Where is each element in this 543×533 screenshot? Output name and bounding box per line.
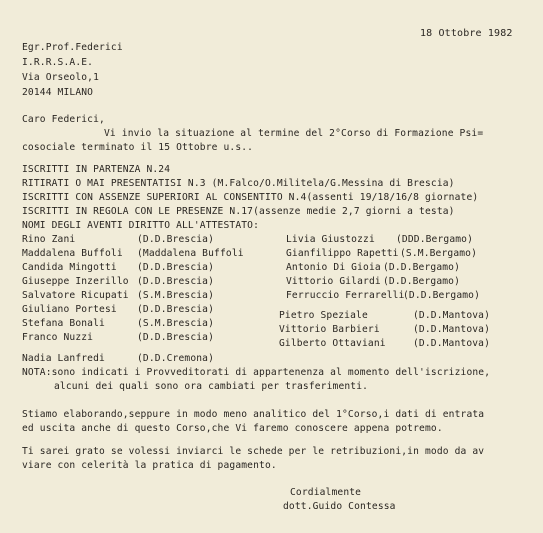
attendee-office: (S.M.Brescia)	[137, 318, 215, 329]
paragraph-2-line-1: Stiamo elaborando,seppure in modo meno analitico del 1°Corso,i dati di entrata	[22, 409, 485, 420]
intro-line-1: Vi invio la situazione al termine del 2°Corso di Formazione Psi=	[104, 128, 484, 139]
recipient-institute: I.R.R.S.A.E.	[22, 57, 94, 68]
attendee-office: (D.D.Bergamo)	[383, 276, 461, 287]
attendee-office: (Maddalena Buffoli	[137, 248, 244, 259]
attendee-name: Giuseppe Inzerillo	[22, 276, 129, 287]
paragraph-2-line-2: ed uscita anche di questo Corso,che Vi faremo conoscere appena potremo.	[22, 423, 443, 434]
stat-enrolled: ISCRITTI IN PARTENZA N.24	[22, 164, 171, 175]
letter-date: 18 Ottobre 1982	[420, 28, 513, 39]
attendee-office: (S.M.Bergamo)	[400, 248, 478, 259]
paragraph-3-line-2: viare con celerità la pratica di pagamento.	[22, 460, 277, 471]
attendee-name: Ferruccio Ferrarelli	[286, 290, 405, 301]
attendee-name: Gilberto Ottaviani	[279, 338, 386, 349]
attendee-name: Giuliano Portesi	[22, 304, 117, 315]
attendee-name: Stefana Bonali	[22, 318, 105, 329]
attendee-office: (D.D.Cremona)	[137, 353, 215, 364]
signature: dott.Guido Contessa	[283, 501, 396, 512]
attendee-office: (D.D.Mantova)	[413, 310, 491, 321]
attendee-office: (D.D.Brescia)	[137, 276, 215, 287]
recipient-name: Egr.Prof.Federici	[22, 42, 123, 53]
attendee-office: (D.D.Mantova)	[413, 338, 491, 349]
attendee-name: Livia Giustozzi	[286, 234, 375, 245]
salutation: Caro Federici,	[22, 114, 105, 125]
attendee-name: Antonio Di Gioia	[286, 262, 381, 273]
attendee-name: Candida Mingotti	[22, 262, 117, 273]
attendee-office: (D.D.Bergamo)	[403, 290, 481, 301]
recipient-street: Via Orseolo,1	[22, 72, 100, 83]
attendee-office: (D.D.Brescia)	[137, 262, 215, 273]
attendee-name: Salvatore Ricupati	[22, 290, 129, 301]
closing-greeting: Cordialmente	[290, 487, 362, 498]
attendee-office: (D.D.Brescia)	[137, 332, 215, 343]
attendee-office: (D.D.Bergamo)	[383, 262, 461, 273]
attendee-name: Pietro Speziale	[279, 310, 368, 321]
attendee-name: Rino Zani	[22, 234, 76, 245]
note-line-2: alcuni dei quali sono ora cambiati per trasferimenti.	[54, 381, 369, 392]
attendee-office: (S.M.Brescia)	[137, 290, 215, 301]
attendee-name: Maddalena Buffoli	[22, 248, 123, 259]
note-line-1: NOTA:sono indicati i Provveditorati di appartenenza al momento dell'iscrizione,	[22, 367, 491, 378]
attendee-name: Nadia Lanfredi	[22, 353, 105, 364]
intro-line-2: cosociale terminato il 15 Ottobre u.s..	[22, 142, 254, 153]
paragraph-3-line-1: Ti sarei grato se volessi inviarci le schede per le retribuzioni,in modo da av	[22, 446, 485, 457]
attendee-name: Vittorio Gilardi	[286, 276, 381, 287]
recipient-city: 20144 MILANO	[22, 87, 94, 98]
attendees-heading: NOMI DEGLI AVENTI DIRITTO ALL'ATTESTATO:	[22, 220, 260, 231]
stat-over-absences: ISCRITTI CON ASSENZE SUPERIORI AL CONSENTITO N.4(assenti 19/18/16/8 giornate)	[22, 192, 479, 203]
attendee-office: (D.D.Brescia)	[137, 234, 215, 245]
attendee-office: (D.D.Brescia)	[137, 304, 215, 315]
attendee-office: (DDD.Bergamo)	[396, 234, 474, 245]
stat-regular: ISCRITTI IN REGOLA CON LE PRESENZE N.17(assenze medie 2,7 giorni a testa)	[22, 206, 455, 217]
attendee-office: (D.D.Mantova)	[413, 324, 491, 335]
attendee-name: Franco Nuzzi	[22, 332, 94, 343]
stat-withdrawn: RITIRATI O MAI PRESENTATISI N.3 (M.Falco/O.Militela/G.Messina di Brescia)	[22, 178, 455, 189]
attendee-name: Gianfilippo Rapetti	[286, 248, 399, 259]
attendee-name: Vittorio Barbieri	[279, 324, 380, 335]
